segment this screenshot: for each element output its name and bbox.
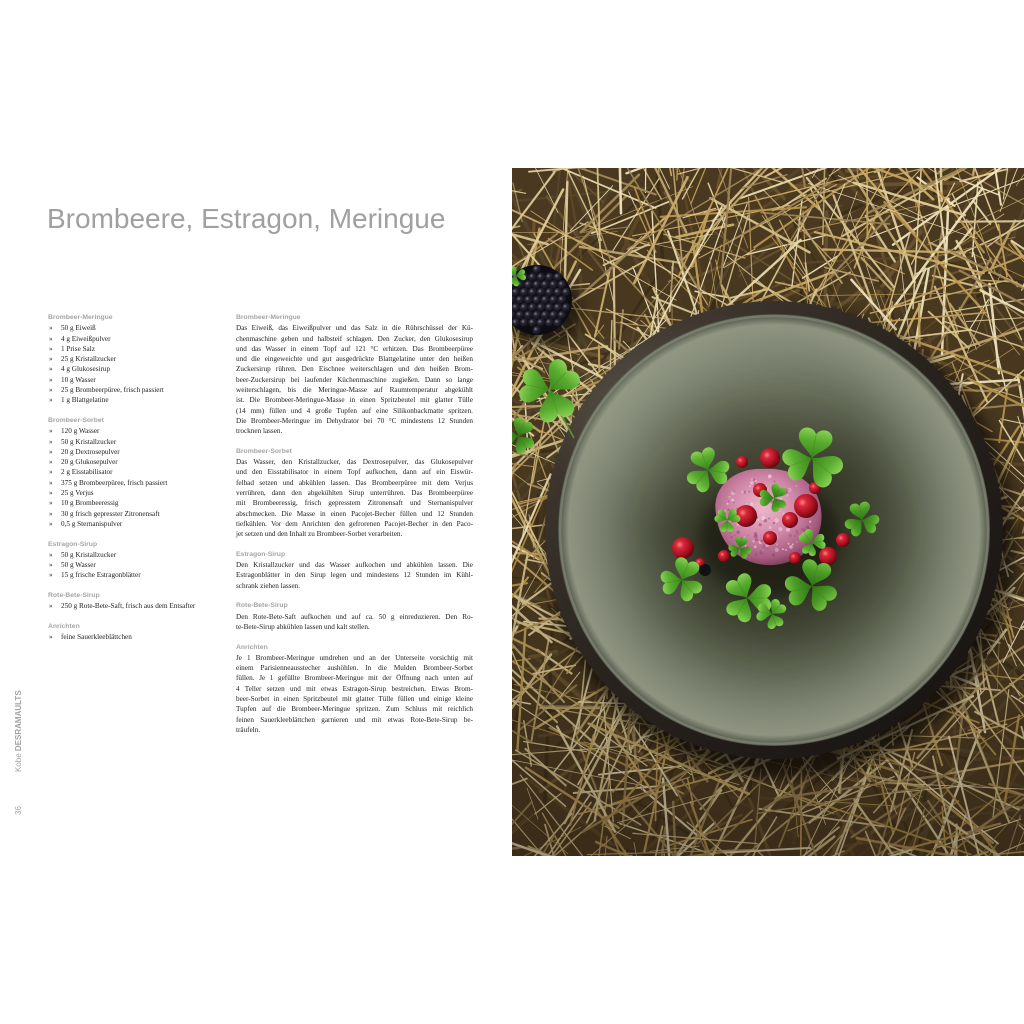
method-line-text: (14 mm) füllen und 4 große Tupfen auf eine Silikonbackmatte spritzen. xyxy=(236,406,473,415)
berry xyxy=(836,533,850,547)
ingredient-section xyxy=(48,622,238,643)
meringue-speckle xyxy=(789,545,793,549)
ingredient-text: 250 g Rote-Bete-Saft, frisch aus dem Entsafter xyxy=(61,602,196,611)
method-line-text: und den Eisstabilisator in einem Topf aufkochen, dann auf ein Eiswür- xyxy=(236,468,473,477)
meringue-speckle xyxy=(796,541,798,543)
bullet-glyph: » xyxy=(49,478,53,487)
bullet-glyph: » xyxy=(49,386,53,395)
meringue-speckle xyxy=(734,535,735,536)
meringue-speckle xyxy=(749,485,751,487)
ingredient-text: 50 g Kristallzucker xyxy=(61,437,117,446)
bullet-glyph: » xyxy=(49,499,53,508)
method-line-text: und das Wasser in einem Topf auf 121 °C erhitzen. Das Brombeerpüree xyxy=(236,344,473,353)
meringue-speckle xyxy=(778,527,782,531)
bullet-glyph: » xyxy=(49,375,53,384)
method-line-text: träufeln. xyxy=(236,725,261,734)
method-section xyxy=(236,601,473,632)
method-line xyxy=(236,653,473,663)
ingredient-item xyxy=(48,509,238,519)
ingredient-item xyxy=(48,457,238,467)
meringue-speckle xyxy=(752,540,755,543)
method-section xyxy=(236,550,473,591)
section-heading: Estragon-Sirup xyxy=(48,540,98,548)
ingredient-text: 1 Prise Salz xyxy=(61,344,95,353)
drupelet xyxy=(520,318,529,327)
meringue-speckle xyxy=(797,533,798,534)
method-line xyxy=(236,612,473,622)
ingredient-text: 50 g Kristallzucker xyxy=(61,550,117,559)
method-line-text: Das Eiweiß, das Eiweißpulver und das Salz in die Rührschüssel der Kü- xyxy=(236,324,473,333)
ingredient-item xyxy=(48,344,238,354)
meringue-speckle xyxy=(792,543,794,545)
ingredient-text: 15 g frische Estragonblätter xyxy=(61,571,141,580)
drupelet xyxy=(532,326,541,335)
ingredient-text: 30 g frisch gepresster Zitronensaft xyxy=(61,509,160,518)
method-line xyxy=(236,334,473,344)
ingredient-item xyxy=(48,385,238,395)
bullet-glyph: » xyxy=(49,365,53,374)
meringue-speckle xyxy=(809,521,811,523)
method-line-text: einem Parisienneausstecher aushöhlen. In die Mulden Brombeer-Sorbet xyxy=(236,664,473,673)
meringue-speckle xyxy=(772,553,775,556)
method-line-text: Die Brombeer-Meringue im Dehydrator bei 70 °C mindestens 12 Stunden xyxy=(236,416,473,425)
method-line-text: und die eingeweichte und gut ausgedrückte Blattgelatine unter den heißen xyxy=(236,355,473,364)
author-first-name: Kobe xyxy=(14,753,23,772)
method-line xyxy=(236,498,473,508)
method-line xyxy=(236,560,473,570)
method-line xyxy=(236,529,473,539)
method-line xyxy=(236,663,473,673)
bullet-glyph: » xyxy=(49,489,53,498)
meringue-speckle xyxy=(773,522,775,524)
ingredient-item xyxy=(48,632,238,642)
bullet-glyph: » xyxy=(49,602,53,611)
method-line-text: ist. Die Brombeer-Meringue-Masse in einen Spritzbeutel mit glatter Tülle xyxy=(236,396,473,405)
ingredient-text: 20 g Dextrosepulver xyxy=(61,447,120,456)
ingredient-text: feine Sauerkleeblättchen xyxy=(61,633,132,642)
ingredient-text: 1 g Blattgelatine xyxy=(61,396,109,405)
berry xyxy=(736,456,748,468)
bullet-glyph: » xyxy=(49,458,53,467)
bullet-glyph: » xyxy=(49,468,53,477)
method-line-text: Estragonblätter in den Sirup legen und mindestens 12 Stunden im Kühl- xyxy=(236,571,473,580)
method-line xyxy=(236,344,473,354)
ingredient-item xyxy=(48,426,238,436)
ingredient-item xyxy=(48,560,238,570)
ingredient-item xyxy=(48,478,238,488)
bullet-glyph: » xyxy=(49,447,53,456)
method-line xyxy=(236,488,473,498)
berry xyxy=(760,448,780,468)
method-line-text: abschmecken. Die Masse in einen Pacojet-Becher füllen und 12 Stunden xyxy=(236,509,473,518)
method-section xyxy=(236,643,473,736)
section-heading: Rote-Bete-Sirup xyxy=(236,602,288,610)
berry xyxy=(672,537,694,559)
method-line-text: te-Bete-Sirup abkühlen lassen und kalt stellen. xyxy=(236,622,370,631)
bullet-glyph: » xyxy=(49,324,53,333)
ingredient-item xyxy=(48,375,238,385)
method-line-text: Das Wasser, den Kristallzucker, das Dextrosepulver, das Glukosepulver xyxy=(236,458,473,467)
section-heading: Brombeer-Meringue xyxy=(48,314,113,321)
meringue-speckle xyxy=(729,496,731,498)
ingredient-item xyxy=(48,498,238,508)
meringue-speckle xyxy=(779,511,780,512)
ingredient-section xyxy=(48,313,238,406)
method-line xyxy=(236,375,473,385)
method-line-text: schrank ziehen lassen. xyxy=(236,581,301,590)
meringue-speckle xyxy=(746,503,748,505)
drupelet xyxy=(553,318,562,327)
meringue-speckle xyxy=(769,526,772,529)
section-heading: Brombeer-Sorbet xyxy=(236,447,292,455)
meringue-speckle xyxy=(799,516,800,517)
ingredient-text: 2 g Eisstabilisator xyxy=(61,468,113,477)
method-line xyxy=(236,385,473,395)
ingredient-item xyxy=(48,437,238,447)
method-line xyxy=(236,570,473,580)
bullet-glyph: » xyxy=(49,509,53,518)
meringue-speckle xyxy=(787,542,789,544)
berry xyxy=(718,550,730,562)
method-line xyxy=(236,684,473,694)
blackberry-piece xyxy=(699,564,711,576)
method-line xyxy=(236,467,473,477)
bullet-glyph: » xyxy=(49,427,53,436)
meringue-speckle xyxy=(786,528,790,532)
method-line-text: tiefkühlen. Vor dem Anrichten den gefrorenen Pacojet-Becher in den Paco- xyxy=(236,519,473,528)
method-line xyxy=(236,478,473,488)
ingredients-column xyxy=(48,313,238,653)
meringue-speckle xyxy=(766,547,769,550)
method-line xyxy=(236,395,473,405)
method-line xyxy=(236,426,473,436)
method-section xyxy=(236,447,473,540)
bullet-glyph: » xyxy=(49,519,53,528)
meringue-speckle xyxy=(794,535,796,537)
method-column xyxy=(236,313,473,745)
method-line xyxy=(236,416,473,426)
meringue-speckle xyxy=(782,548,784,550)
meringue-speckle xyxy=(754,534,758,538)
bullet-glyph: » xyxy=(49,571,53,580)
berry xyxy=(789,552,801,564)
method-line xyxy=(236,323,473,333)
meringue-speckle xyxy=(764,519,768,523)
berry xyxy=(794,494,818,518)
meringue-speckle xyxy=(786,494,788,496)
method-line-text: beer-Zuckersirup bei laufender Küchenmaschine zugießen. Dann so lange xyxy=(236,375,473,384)
meringue-speckle xyxy=(760,540,763,543)
ingredient-text: 50 g Eiweiß xyxy=(61,324,96,333)
ingredient-text: 25 g Kristallzucker xyxy=(61,355,117,364)
meringue-speckle xyxy=(730,536,732,538)
method-line xyxy=(236,406,473,416)
method-line xyxy=(236,704,473,714)
meringue-speckle xyxy=(751,478,753,480)
section-heading: Anrichten xyxy=(48,622,80,630)
meringue-speckle xyxy=(785,549,787,551)
section-heading: Anrichten xyxy=(236,643,268,651)
meringue-speckle xyxy=(757,519,759,521)
recipe-title: Brombeere, Estragon, Meringue xyxy=(47,203,446,234)
ingredient-item xyxy=(48,364,238,374)
method-line xyxy=(236,519,473,529)
method-line xyxy=(236,457,473,467)
method-line-text: weiterschlagen, bis die Meringue-Masse auf Raumtemperatur abgekühlt xyxy=(236,386,473,395)
author-name xyxy=(13,690,25,772)
method-line-text: felbad setzen und abkühlen lassen. Das Brombeerpüree mit dem Verjus xyxy=(236,478,473,487)
method-line-text: feinen Sauerkleeblättchen garnieren und mit etwas Rote-Bete-Sirup be- xyxy=(236,715,473,724)
ingredient-item xyxy=(48,447,238,457)
meringue-speckle xyxy=(728,501,729,502)
method-line-text: verrühren, dann den abgekühlten Sirup unterrühren. Das Brombeerpüree xyxy=(236,489,473,498)
meringue-speckle xyxy=(775,518,779,522)
method-line xyxy=(236,509,473,519)
method-line xyxy=(236,715,473,725)
meringue-speckle xyxy=(755,553,758,556)
method-line-text: trocknen lassen. xyxy=(236,427,283,436)
ingredient-item xyxy=(48,570,238,580)
meringue-speckle xyxy=(726,503,728,505)
method-section xyxy=(236,313,473,437)
ingredient-section xyxy=(48,416,238,529)
meringue-speckle xyxy=(759,550,763,554)
bullet-glyph: » xyxy=(49,550,53,559)
ingredient-item xyxy=(48,550,238,560)
bullet-glyph: » xyxy=(49,344,53,353)
section-heading: Brombeer-Sorbet xyxy=(48,416,104,424)
meringue-speckle xyxy=(787,488,791,492)
method-line xyxy=(236,581,473,591)
meringue-speckle xyxy=(748,535,749,536)
method-line xyxy=(236,364,473,374)
method-line-text: Je 1 Brombeer-Meringue umdrehen und an der Unterseite vorsichtig mit xyxy=(236,653,473,662)
ingredient-item xyxy=(48,354,238,364)
dish-photo-canvas xyxy=(512,168,1024,856)
meringue-speckle xyxy=(733,491,735,493)
method-line xyxy=(236,622,473,632)
bullet-glyph: » xyxy=(49,396,53,405)
ingredient-item xyxy=(48,323,238,333)
berry xyxy=(819,547,837,565)
section-heading: Estragon-Sirup xyxy=(236,550,286,558)
method-line xyxy=(236,694,473,704)
meringue-speckle xyxy=(776,544,778,546)
method-line-text: jet setzen und den Inhalt zu Brombeer-Sorbet verarbeiten. xyxy=(236,530,403,539)
ingredient-item xyxy=(48,334,238,344)
method-line-text: Den Rote-Bete-Saft aufkochen und auf ca. 50 g einreduzieren. Den Ro- xyxy=(236,612,473,621)
meringue-speckle xyxy=(775,548,779,552)
meringue-speckle xyxy=(795,530,798,533)
page-number: 36 xyxy=(14,806,23,815)
meringue-speckle xyxy=(727,509,729,511)
meringue-speckle xyxy=(737,531,740,534)
drupelet xyxy=(545,318,554,327)
bullet-glyph: » xyxy=(49,355,53,364)
method-line xyxy=(236,725,473,735)
ingredient-section xyxy=(48,591,238,612)
method-line-text: mit Brombeeressig, frisch gepresstem Zitronensaft und Sternanispulver xyxy=(236,499,473,508)
ingredient-section xyxy=(48,540,238,581)
method-line-text: chenmaschine geben und halbsteif schlagen. Den Zucker, den Glukosesirup xyxy=(236,334,473,343)
meringue-speckle xyxy=(759,523,762,526)
meringue-speckle xyxy=(796,485,798,487)
ingredient-item xyxy=(48,395,238,405)
method-line-text: beer-Sorbet in einen Spritzbeutel mit glatter Tülle füllen und einige kleine xyxy=(236,694,473,703)
ingredient-text: 4 g Glukosesirup xyxy=(61,365,111,374)
meringue-speckle xyxy=(750,503,753,506)
ingredient-text: 25 g Brombeerpüree, frisch passiert xyxy=(61,386,164,395)
ingredient-text: 4 g Eiweißpulver xyxy=(61,334,111,343)
ingredient-text: 50 g Wasser xyxy=(61,561,96,570)
ingredient-text: 10 g Wasser xyxy=(61,375,96,384)
ingredient-text: 25 g Verjus xyxy=(61,489,94,498)
meringue-speckle xyxy=(750,481,754,485)
meringue-speckle xyxy=(755,480,757,482)
section-heading: Rote-Bete-Sirup xyxy=(48,592,100,600)
meringue-speckle xyxy=(741,491,744,494)
meringue-speckle xyxy=(768,518,770,520)
ingredient-text: 10 g Brombeeressig xyxy=(61,499,119,508)
bullet-glyph: » xyxy=(49,437,53,446)
meringue-speckle xyxy=(733,502,734,503)
ingredient-item xyxy=(48,488,238,498)
bullet-glyph: » xyxy=(49,561,53,570)
method-line-text: Zuckersirup rühren. Den Eischnee weiterschlagen und den heißen Brom- xyxy=(236,365,473,374)
method-line-text: füllen. Je 1 gefüllte Brombeer-Meringue mit der Öffnung nach unten auf xyxy=(236,674,473,683)
ingredient-item xyxy=(48,519,238,529)
author-last-name: DESRAMAULTS xyxy=(14,690,23,752)
meringue-speckle xyxy=(806,526,809,529)
method-line-text: Tupfen auf die Brombeer-Meringue spritzen. Zum Schluss mit reichlich xyxy=(236,705,473,714)
meringue-speckle xyxy=(763,551,764,552)
meringue-speckle xyxy=(755,538,758,541)
meringue-speckle xyxy=(810,526,811,527)
method-line xyxy=(236,673,473,683)
ingredient-text: 0,5 g Sternanispulver xyxy=(61,519,123,528)
berry xyxy=(763,531,777,545)
ingredient-item xyxy=(48,601,238,611)
bullet-glyph: » xyxy=(49,633,53,642)
method-line-text: Den Kristallzucker und das Wasser aufkochen und abkühlen lassen. Die xyxy=(236,561,473,570)
meringue-speckle xyxy=(768,475,772,479)
meringue-speckle xyxy=(774,480,776,482)
section-heading: Brombeer-Meringue xyxy=(236,314,301,321)
ingredient-item xyxy=(48,467,238,477)
meringue-speckle xyxy=(754,545,757,548)
meringue-speckle xyxy=(789,534,792,537)
bullet-glyph: » xyxy=(49,334,53,343)
meringue-speckle xyxy=(732,499,734,501)
method-line-text: 4 Teller setzen und mit etwas Estragon-Sirup bestreichen. Etwas Brom- xyxy=(236,684,473,693)
meringue-speckle xyxy=(748,491,750,493)
dish-photo xyxy=(512,168,1024,856)
berry xyxy=(782,512,798,528)
ingredient-text: 375 g Brombeerpüree, frisch passiert xyxy=(61,478,168,487)
ingredient-text: 120 g Wasser xyxy=(61,427,100,436)
ingredient-text: 20 g Glukosepulver xyxy=(61,458,118,467)
method-line xyxy=(236,354,473,364)
